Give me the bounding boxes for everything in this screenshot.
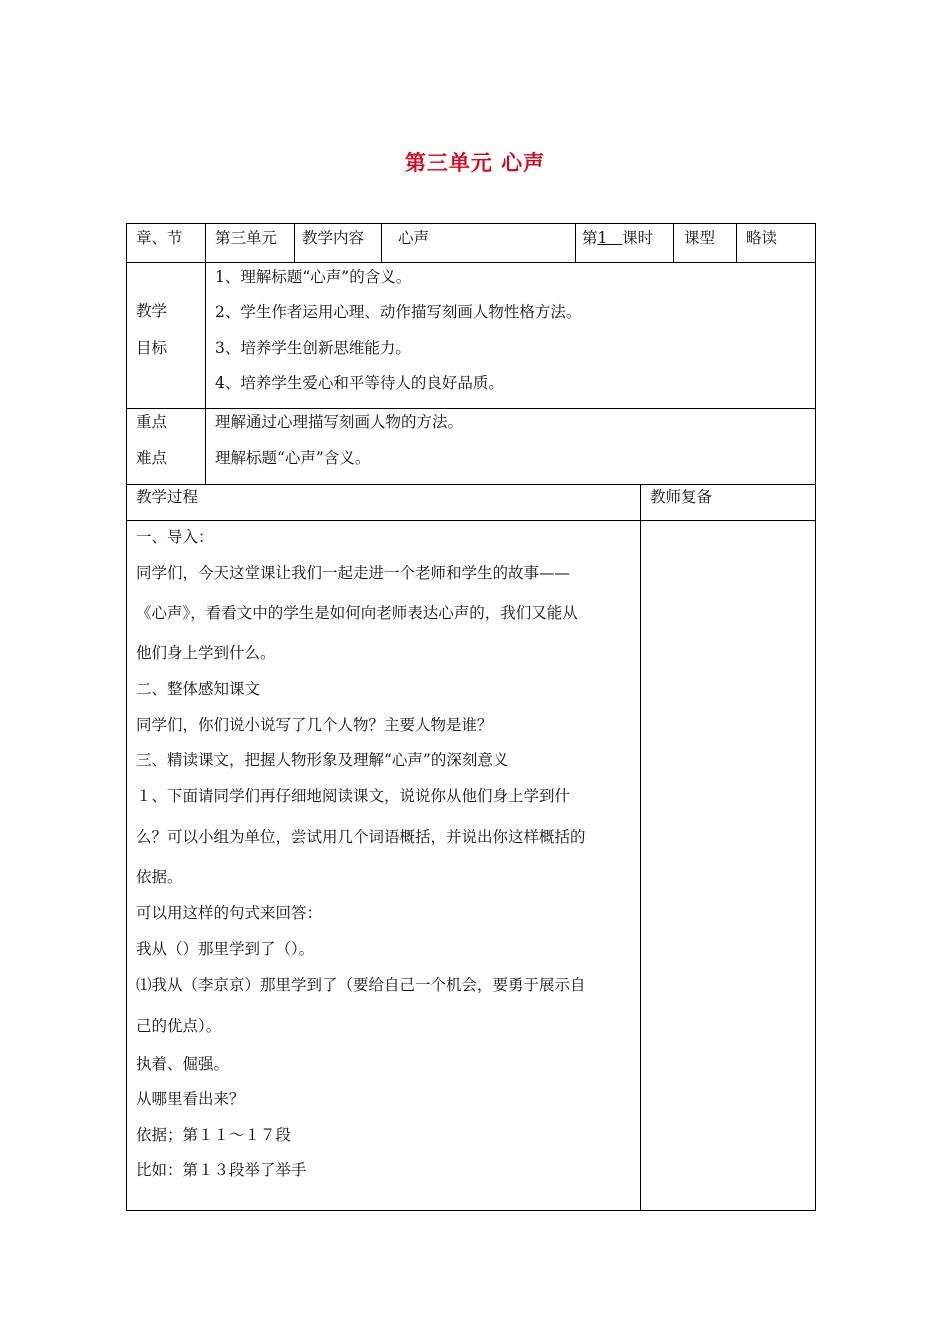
objective-item: 2、学生作者运用心理、动作描写刻画人物性格方法。: [215, 303, 582, 321]
difficult-point-text: 理解标题“心声”含义。: [215, 449, 371, 467]
process-line: 己的优点）。: [136, 1017, 222, 1035]
process-line: 么？可以小组为单位，尝试用几个词语概括，并说出你这样概括的: [136, 828, 586, 846]
key-points-label: 难点: [136, 449, 168, 467]
table-divider: [126, 408, 816, 409]
process-label: 教学过程: [136, 488, 199, 506]
lesson-plan-table: [126, 223, 816, 1211]
objectives-label: 目标: [136, 339, 168, 357]
process-line: 从哪里看出来？: [136, 1090, 245, 1108]
process-line: 我从（）那里学到了（）。: [136, 940, 315, 958]
objective-item: 4、培养学生爱心和平等待人的良好品质。: [215, 374, 504, 392]
table-divider: [673, 223, 674, 263]
table-border-top: [126, 223, 816, 224]
objective-item: 1、理解标题“心声”的含义。: [215, 268, 412, 286]
objectives-label: 教学: [136, 302, 168, 320]
lesson-suffix: 课时: [622, 229, 654, 247]
table-divider: [640, 484, 641, 1211]
table-divider: [381, 223, 382, 263]
table-divider: [126, 484, 816, 485]
table-divider: [575, 223, 576, 263]
type-label: 课型: [684, 229, 716, 247]
process-line: 二、整体感知课文: [136, 680, 261, 698]
chapter-value: 第三单元: [215, 229, 278, 247]
chapter-label: 章、节: [136, 229, 183, 247]
process-line: 一、导入：: [136, 528, 214, 546]
process-line: 《心声》，看看文中的学生是如何向老师表达心声的，我们又能从: [136, 604, 578, 622]
lesson-number: 1: [597, 229, 608, 247]
key-point-text: 理解通过心理描写刻画人物的方法。: [215, 413, 464, 431]
table-border-left: [126, 223, 127, 1211]
process-line: 依据。: [136, 868, 183, 886]
process-line: 执着、倔强。: [136, 1055, 230, 1073]
lesson-count: [582, 228, 653, 248]
process-line: ⑴我从（李京京）那里学到了（要给自己一个机会，要勇于展示自: [136, 976, 586, 994]
table-border-bottom: [126, 1210, 816, 1211]
table-border-right: [815, 223, 816, 1211]
content-label: 教学内容: [302, 229, 365, 247]
process-line: 比如：第１３段举了举手: [136, 1161, 307, 1179]
table-divider: [294, 223, 295, 263]
lesson-prefix: 第: [582, 229, 598, 247]
table-divider: [736, 223, 737, 263]
page-title: 第三单元 心声: [404, 151, 546, 175]
type-value: 略读: [746, 229, 778, 247]
process-line: 同学们，你们说小说写了几个人物？主要人物是谁？: [136, 716, 493, 734]
table-divider: [126, 262, 816, 263]
process-line: １、下面请同学们再仔细地阅读课文，说说你从他们身上学到什: [136, 787, 571, 805]
process-line: 同学们，今天这堂课让我们一起走进一个老师和学生的故事——: [136, 564, 571, 582]
process-line: 他们身上学到什么。: [136, 644, 276, 662]
key-points-label: 重点: [136, 413, 168, 431]
table-divider: [126, 520, 816, 521]
process-line: 依据；第１１～１７段: [136, 1126, 292, 1144]
process-line: 三、精读课文，把握人物形象及理解“心声”的深刻意义: [136, 751, 509, 769]
objective-item: 3、培养学生创新思维能力。: [215, 339, 411, 357]
process-line: 可以用这样的句式来回答：: [136, 904, 323, 922]
table-divider: [205, 223, 206, 485]
teacher-review-label: 教师复备: [650, 488, 713, 506]
content-value: 心声: [398, 229, 430, 247]
